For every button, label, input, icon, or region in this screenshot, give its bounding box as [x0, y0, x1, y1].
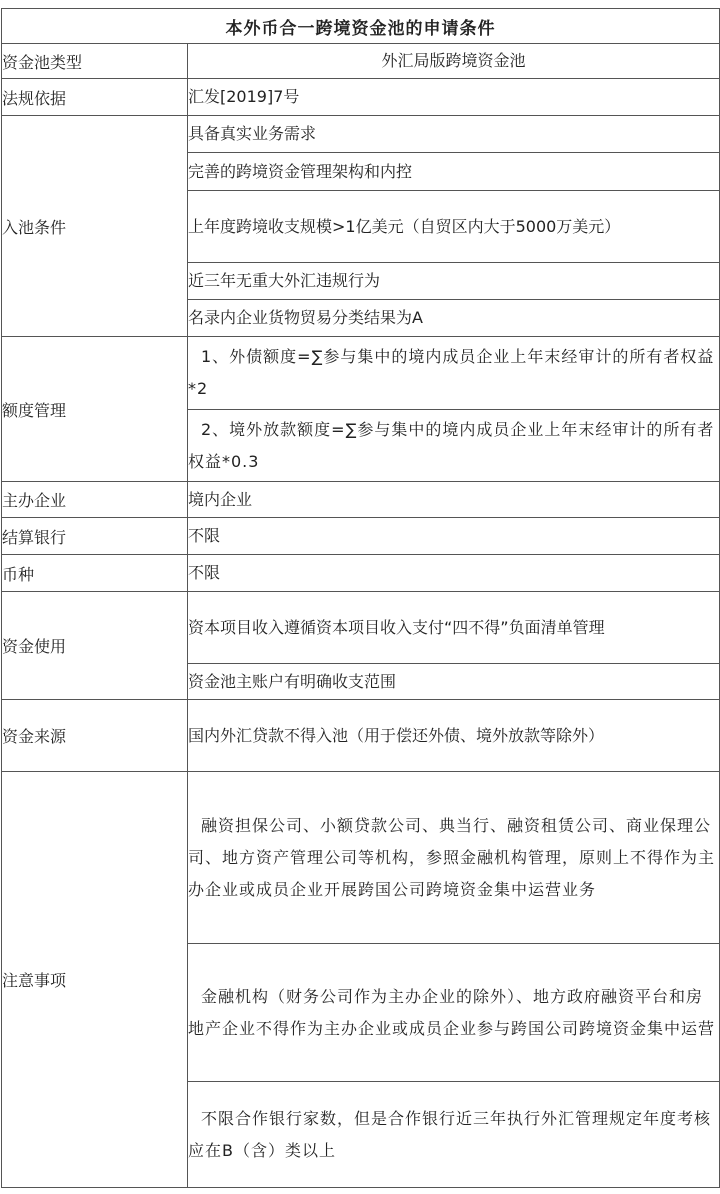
application-conditions-table [1, 8, 720, 1188]
fund-use-item: 资本项目收入遵循资本项目收入支付“四不得”负面清单管理 [188, 592, 720, 664]
fund-use-row [2, 592, 720, 664]
fund-source-label: 资金来源 [2, 700, 188, 772]
quota-item: 1、外债额度=∑参与集中的境内成员企业上年末经审计的所有者权益*2 [188, 337, 720, 410]
notes-row [2, 772, 720, 944]
fund-use-item: 资金池主账户有明确收支范围 [188, 664, 720, 700]
entry-conditions-label: 入池条件 [2, 116, 188, 337]
fund-source-value: 国内外汇贷款不得入池（用于偿还外债、境外放款等除外） [188, 700, 720, 772]
entry-condition-item: 具备真实业务需求 [188, 116, 720, 153]
quota-management-label: 额度管理 [2, 337, 188, 482]
notes-item: 金融机构（财务公司作为主办企业的除外）、地方政府融资平台和房地产企业不得作为主办企业或成员企业参与跨国公司跨境资金集中运营 [188, 944, 720, 1082]
row-currency [2, 555, 720, 592]
pool-type-value: 外汇局版跨境资金池 [188, 44, 720, 79]
quota-row [2, 337, 720, 410]
pool-type-label: 资金池类型 [2, 44, 188, 79]
host-enterprise-label: 主办企业 [2, 482, 188, 518]
fund-use-label: 资金使用 [2, 592, 188, 700]
notes-item: 不限合作银行家数，但是合作银行近三年执行外汇管理规定年度考核应在B（含）类以上 [188, 1082, 720, 1188]
quota-item: 2、境外放款额度=∑参与集中的境内成员企业上年末经审计的所有者权益*0.3 [188, 410, 720, 482]
row-pool-type [2, 44, 720, 79]
entry-condition-row [2, 116, 720, 153]
legal-basis-value: 汇发[2019]7号 [188, 79, 720, 116]
currency-value: 不限 [188, 555, 720, 592]
entry-condition-item: 近三年无重大外汇违规行为 [188, 263, 720, 300]
entry-condition-item: 上年度跨境收支规模>1亿美元（自贸区内大于5000万美元） [188, 191, 720, 263]
notes-item: 融资担保公司、小额贷款公司、典当行、融资租赁公司、商业保理公司、地方资产管理公司等机构，参照金融机构管理，原则上不得作为主办企业或成员企业开展跨国公司跨境资金集中运营业务 [188, 772, 720, 944]
legal-basis-label: 法规依据 [2, 79, 188, 116]
entry-condition-item: 完善的跨境资金管理架构和内控 [188, 153, 720, 191]
settlement-bank-label: 结算银行 [2, 518, 188, 555]
table-title-row [2, 9, 720, 44]
row-host-enterprise [2, 482, 720, 518]
entry-condition-item: 名录内企业货物贸易分类结果为A [188, 300, 720, 337]
row-legal-basis [2, 79, 720, 116]
currency-label: 币种 [2, 555, 188, 592]
notes-label: 注意事项 [2, 772, 188, 1188]
host-enterprise-value: 境内企业 [188, 482, 720, 518]
row-settlement-bank [2, 518, 720, 555]
row-fund-source [2, 700, 720, 772]
settlement-bank-value: 不限 [188, 518, 720, 555]
table-title: 本外币合一跨境资金池的申请条件 [2, 9, 720, 44]
